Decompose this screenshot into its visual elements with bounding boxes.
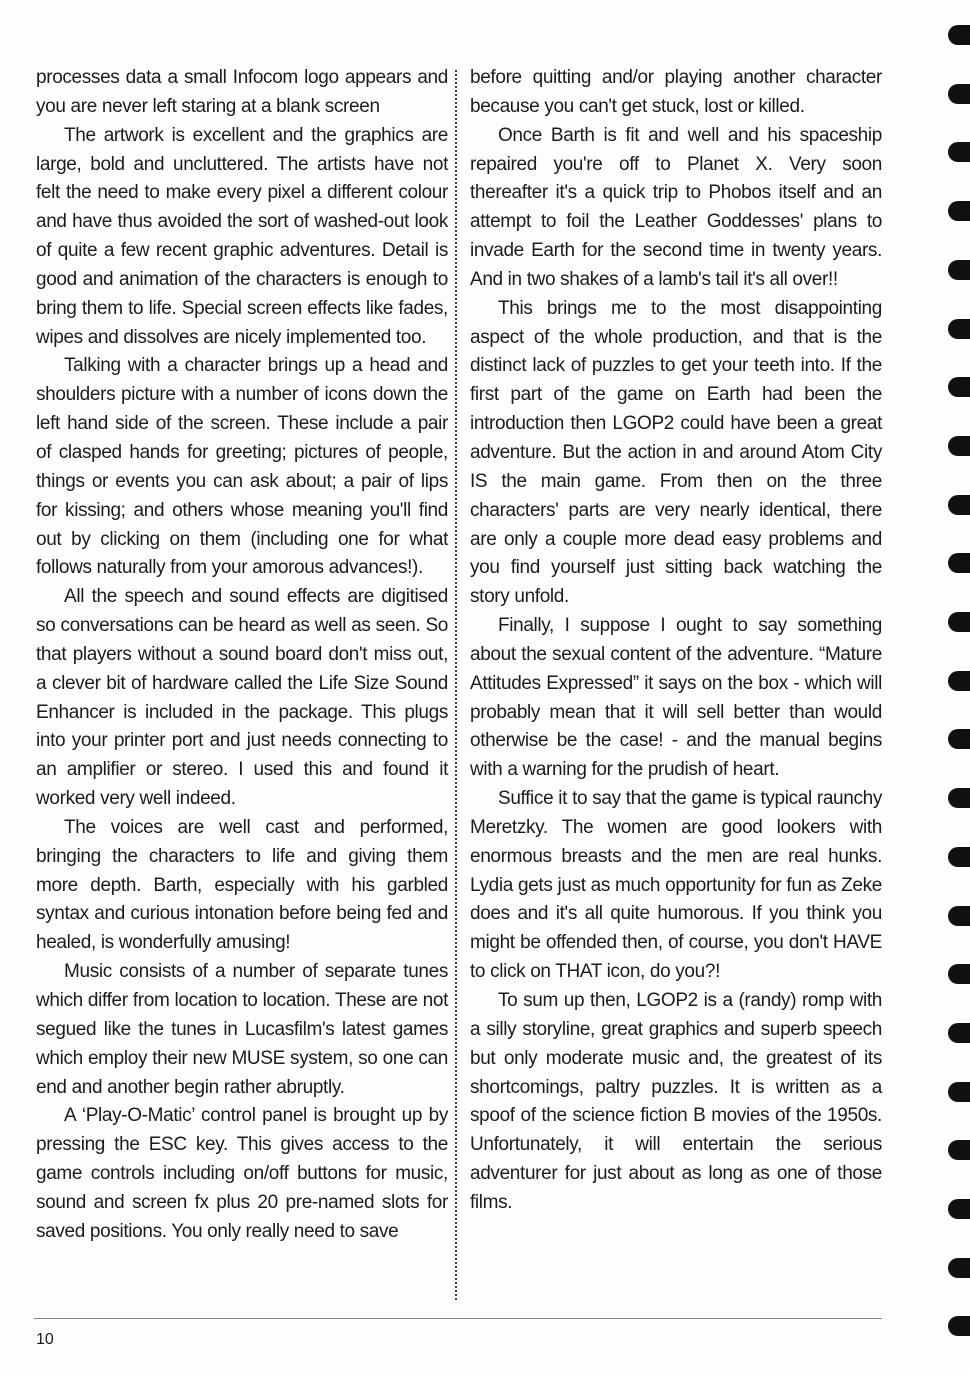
right-column xyxy=(470,64,882,1218)
paragraph: Talking with a character brings up a head and shoulders picture with a number of icons down the left hand side of the screen. These include a pair of clasped hands for greeting; pictures of people, things or events you can ask about; a pair of lips for kissing; and others whose meaning you'll find out by clicking on them (including one for what follows naturally from your amorous advances!). xyxy=(36,355,448,579)
paragraph: Finally, I suppose I ought to say something about the sexual content of the adventure. “Mature Attitudes Expressed” it says on the box - which will probably mean that it will sell better than would otherwise be the case! - and the manual begins with a warning for the prudish of heart. xyxy=(470,615,882,781)
column-divider xyxy=(455,70,457,1300)
binding-hole xyxy=(948,1082,970,1102)
paragraph: A ‘Play-O-Matic’ control panel is brought up by pressing the ESC key. This gives access to the game controls including on/off buttons for music, sound and screen fx plus 20 pre-named slots for saved positions. You only really need to save xyxy=(36,1105,448,1242)
binding-hole xyxy=(948,260,970,280)
binding-hole xyxy=(948,553,970,573)
binding-hole xyxy=(948,1258,970,1278)
binding-hole xyxy=(948,201,970,221)
binding-hole xyxy=(948,964,970,984)
binding-hole xyxy=(948,847,970,867)
binding-hole xyxy=(948,142,970,162)
paragraph: All the speech and sound effects are digitised so conversations can be heard as well as seen. So that players without a sound board don't miss out, a clever bit of hardware called the Life Size Sound Enhancer is included in the package. This plugs into your printer port and just needs connecting to an amplifier or stereo. I used this and found it worked very well indeed. xyxy=(36,586,448,810)
spiral-binding xyxy=(930,0,970,1375)
binding-hole xyxy=(948,319,970,339)
left-column xyxy=(36,64,448,1247)
binding-hole xyxy=(948,84,970,104)
binding-hole xyxy=(948,1316,970,1336)
paragraph: The voices are well cast and performed, bringing the characters to life and giving them more depth. Barth, especially with his garbled syntax and curious intonation before being fed and healed, is wonderfully amusing! xyxy=(36,816,448,954)
binding-hole xyxy=(948,906,970,926)
footer-rule xyxy=(34,1318,882,1319)
binding-hole xyxy=(948,495,970,515)
paragraph: The artwork is excellent and the graphics are large, bold and uncluttered. The artists have not felt the need to make every pixel a different colour and have thus avoided the sort of washed-out look of quite a few recent graphic adventures. Detail is good and animation of the characters is enough to bring them to life. Special screen effects like fades, wipes and dissolves are nicely implemented too. xyxy=(36,124,448,348)
paragraph: To sum up then, LGOP2 is a (randy) romp with a silly storyline, great graphics and superb speech but only moderate music and, the greatest of its shortcomings, paltry puzzles. It is written as a spoof of the science fiction B movies of the 1950s. Unfortunately, it will entertain the serious adventurer for just about as long as one of those films. xyxy=(470,990,882,1213)
binding-hole xyxy=(948,436,970,456)
paragraph: Music consists of a number of separate tunes which differ from location to location. These are not segued like the tunes in Lucasfilm's latest games which employ their new MUSE system, so one can end and another begin rather abruptly. xyxy=(36,961,448,1098)
paragraph: Once Barth is fit and well and his spaceship repaired you're off to Planet X. Very soon thereafter it's a quick trip to Phobos itself and an attempt to foil the Leather Goddesses' plans to invade Earth for the second time in twenty years. And in two shakes of a lamb's tail it's all over!! xyxy=(470,124,882,290)
paragraph: Suffice it to say that the game is typical raunchy Meretzky. The women are good lookers with enormous breasts and the men are real hunks. Lydia gets just as much opportunity for fun as Zeke does and it's all quite humorous. If you think you might be offended then, of course, you don't HAVE to click on THAT icon, do you?! xyxy=(470,788,882,983)
page-number: 10 xyxy=(36,1331,54,1348)
binding-hole xyxy=(948,788,970,808)
binding-hole xyxy=(948,729,970,749)
paragraph: before quitting and/or playing another character because you can't get stuck, lost or killed. xyxy=(470,67,882,117)
binding-hole xyxy=(948,671,970,691)
binding-hole xyxy=(948,1199,970,1219)
binding-hole xyxy=(948,25,970,45)
paragraph: processes data a small Infocom logo appears and you are never left staring at a blank screen xyxy=(36,67,448,117)
binding-hole xyxy=(948,377,970,397)
binding-hole xyxy=(948,1023,970,1043)
paragraph: This brings me to the most disappointing aspect of the whole production, and that is the distinct lack of puzzles to get your teeth into. If the first part of the game on Earth had been the introduction then LGOP2 could have been a great adventure. But the action in and around Atom City IS the main game. From then on the three characters' parts are very nearly identical, there are only a couple more dead easy problems and you find yourself just sitting back watching the story unfold. xyxy=(470,297,882,608)
binding-hole xyxy=(948,612,970,632)
binding-hole xyxy=(948,1140,970,1160)
